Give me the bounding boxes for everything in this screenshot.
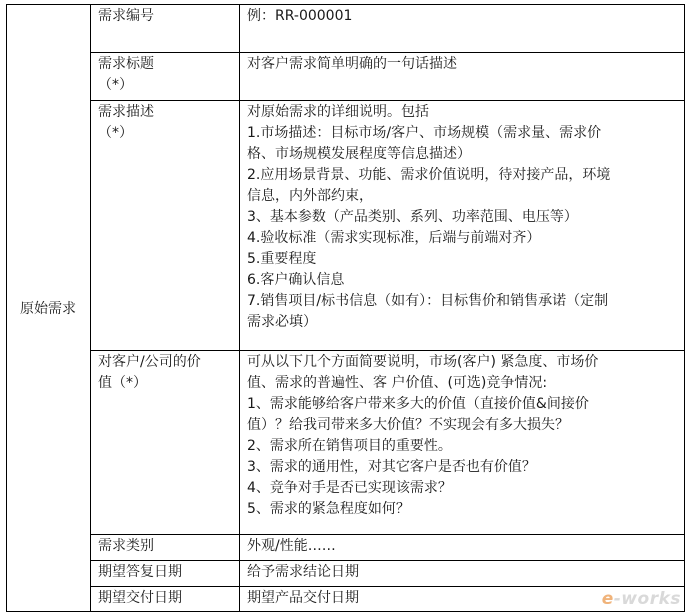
field-content-line: 7.销售项目/标书信息（如有）：目标售价和销售承诺（定制 — [247, 293, 609, 309]
category-label — [6, 4, 90, 612]
table-border-bottom — [6, 611, 685, 612]
field-label: 对客户/公司的价 — [98, 354, 201, 370]
table-border-top — [6, 4, 685, 5]
row-divider — [90, 560, 685, 561]
field-content-line: 格、市场规模发展程度等信息描述） — [247, 146, 471, 162]
watermark-prefix: e — [601, 589, 614, 609]
requirements-table — [6, 4, 685, 612]
table-row — [90, 4, 685, 52]
required-mark: （*） — [98, 125, 133, 141]
table-row — [90, 534, 685, 560]
row-divider — [90, 52, 685, 53]
field-label: 值（*） — [98, 375, 147, 391]
field-content-line: 3、基本参数（产品类别、系列、功率范围、电压等） — [247, 209, 578, 225]
field-content-line: 4、竞争对手是否已实现该需求？ — [247, 480, 452, 496]
field-content-line: 信息，内外部约束， — [247, 188, 373, 204]
field-label-cell — [90, 586, 239, 612]
field-label: 需求编号 — [98, 8, 154, 24]
field-content-line: 1、需求能够给客户带来多大的价值（直接价值&间接价 — [247, 396, 589, 412]
row-divider — [90, 586, 685, 587]
category-text: 原始需求 — [20, 301, 76, 317]
field-content-line: 例：RR-000001 — [247, 8, 353, 24]
field-label: 需求描述 — [98, 104, 154, 120]
table-border-left — [6, 4, 7, 612]
field-content-line: 外观/性能…… — [247, 538, 336, 554]
field-content-line: 4.验收标准（需求实现标准，后端与前端对齐） — [247, 230, 541, 246]
field-label-cell — [90, 4, 239, 52]
field-content-cell — [239, 4, 685, 52]
field-content-line: 对原始需求的详细说明。包括 — [247, 104, 429, 120]
field-label: 需求标题 — [98, 56, 154, 72]
field-label: 期望答复日期 — [98, 564, 182, 580]
table-row — [90, 586, 685, 612]
field-content-line: 6.客户确认信息 — [247, 272, 345, 288]
field-content-line: 值、需求的普遍性、客 户价值、(可选)竞争情况: — [247, 375, 548, 391]
field-label-cell — [90, 350, 239, 534]
table-row — [90, 350, 685, 534]
column-divider — [239, 4, 240, 612]
field-content-cell — [239, 560, 685, 586]
field-content-line: 可从以下几个方面简要说明，市场(客户) 紧急度、市场价 — [247, 354, 599, 370]
watermark-logo — [602, 589, 681, 609]
field-content-line: 对客户需求简单明确的一句话描述 — [247, 56, 457, 72]
field-content-cell — [239, 350, 685, 534]
field-content-line: 5、需求的紧急程度如何？ — [247, 501, 410, 517]
field-content-cell — [239, 52, 685, 100]
field-content-line: 需求必填） — [247, 314, 317, 330]
row-divider — [90, 100, 685, 101]
field-content-line: 2.应用场景背景、功能、需求价值说明，待对接产品，环境 — [247, 167, 611, 183]
field-content-cell — [239, 100, 685, 350]
field-content-cell — [239, 534, 685, 560]
field-content-line: 5.重要程度 — [247, 251, 317, 267]
column-divider — [90, 4, 91, 612]
table-row — [90, 560, 685, 586]
row-divider — [90, 350, 685, 351]
field-label-cell — [90, 560, 239, 586]
field-label: 期望交付日期 — [98, 590, 182, 606]
table-row — [90, 100, 685, 350]
field-label-cell — [90, 534, 239, 560]
field-content-line: 值）？给我司带来多大价值？不实现会有多大损失？ — [247, 417, 569, 433]
field-content-line: 2、需求所在销售项目的重要性。 — [247, 438, 452, 454]
field-label-cell — [90, 52, 239, 100]
watermark-text: -works — [613, 589, 681, 609]
field-content-line: 期望产品交付日期 — [247, 590, 359, 606]
table-border-right — [684, 4, 685, 612]
row-divider — [90, 534, 685, 535]
field-content-line: 3、需求的通用性，对其它客户是否也有价值？ — [247, 459, 536, 475]
field-content-line: 给予需求结论日期 — [247, 564, 359, 580]
table-row — [90, 52, 685, 100]
field-label-cell — [90, 100, 239, 350]
field-label: 需求类别 — [98, 538, 154, 554]
required-mark: （*） — [98, 77, 133, 93]
field-content-line: 1.市场描述：目标市场/客户、市场规模（需求量、需求价 — [247, 125, 602, 141]
